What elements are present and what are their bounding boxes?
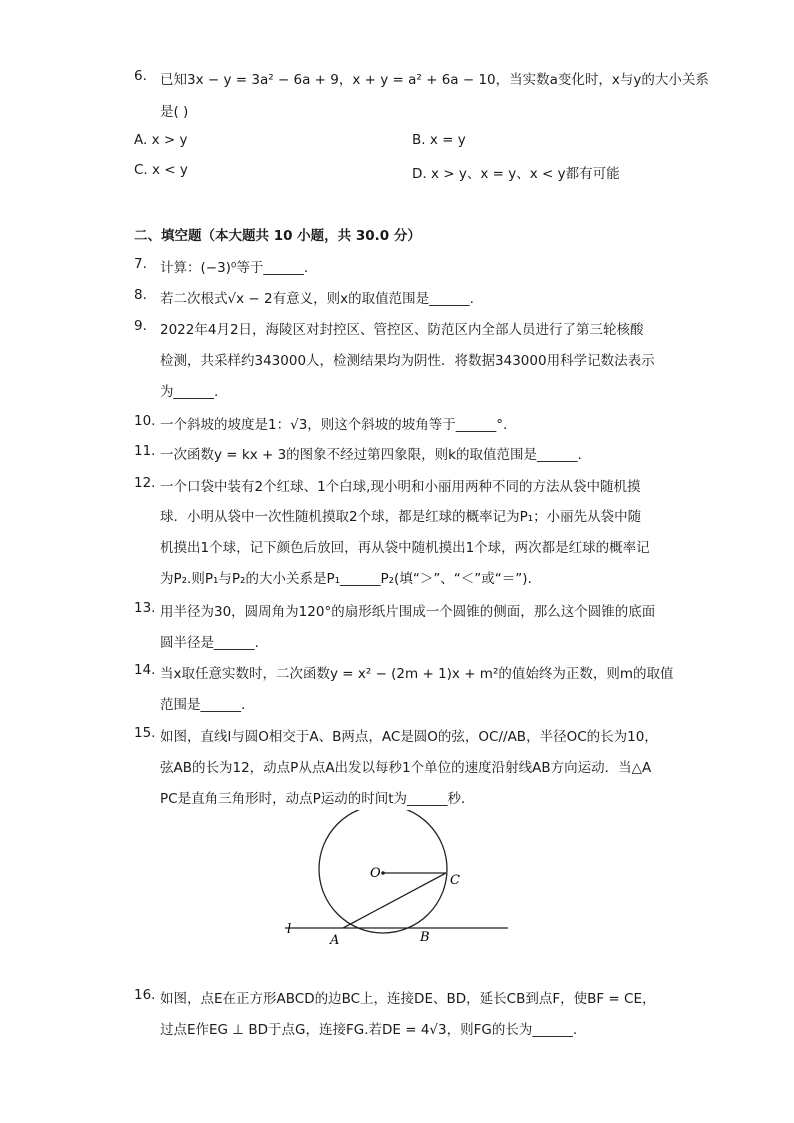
q7-text: 计算：(−3)⁰等于______. — [160, 260, 309, 276]
q16-line2: 过点E作EG ⊥ BD于点G，连接FG.若DE = 4√3，则FG的长为______. — [160, 1022, 578, 1038]
q10-text: 一个斜坡的坡度是1：√3，则这个斜坡的坡角等于______°. — [160, 417, 508, 433]
q15-line2: 弦AB的长为12，动点P从点A出发以每秒1个单位的速度沿射线AB方向运动．当△A — [160, 760, 652, 776]
label-o: O — [370, 866, 381, 881]
q11-number: 11. — [134, 443, 156, 459]
q6-stem-line1: 已知3x − y = 3a² − 6a + 9，x + y = a² + 6a − 10，当实数a变化时，x与y的大小关系 — [160, 72, 709, 88]
q6-number: 6. — [134, 68, 147, 84]
segment-ac — [343, 873, 446, 928]
q10-number: 10. — [134, 413, 156, 429]
q12-line1: 一个口袋中装有2个红球、1个白球,现小明和小丽用两种不同的方法从袋中随机摸 — [160, 479, 641, 495]
q12-line2: 球．小明从袋中一次性随机摸取2个球，都是红球的概率记为P₁；小丽先从袋中随 — [160, 509, 642, 525]
center-point-o — [381, 871, 385, 875]
q9-number: 9. — [134, 318, 147, 334]
q15-line1: 如图，直线l与圆O相交于A、B两点，AC是圆O的弦，OC//AB，半径OC的长为10， — [160, 729, 658, 745]
q6-stem-line2: 是( ) — [160, 104, 189, 120]
q12-line4: 为P₂.则P₁与P₂的大小关系是P₁______P₂(填“＞”、“＜”或“＝”). — [160, 571, 532, 587]
label-c: C — [450, 873, 460, 888]
q8-text: 若二次根式√x − 2有意义，则x的取值范围是______. — [160, 291, 474, 307]
q6-option-c: C. x < y — [134, 162, 188, 178]
q9-line2: 检测，共采样约343000人，检测结果均为阴性．将数据343000用科学记数法表示 — [160, 353, 655, 369]
circle-figure — [270, 810, 530, 950]
q7-number: 7. — [134, 256, 147, 272]
q8-number: 8. — [134, 287, 147, 303]
q9-line3: 为______. — [160, 384, 219, 400]
q11-text: 一次函数y = kx + 3的图象不经过第四象限，则k的取值范围是______. — [160, 447, 582, 463]
q6-option-b: B. x = y — [412, 132, 466, 148]
q15-line3: PC是直角三角形时，动点P运动的时间t为______秒． — [160, 791, 475, 807]
label-a: A — [330, 933, 340, 948]
q13-line2: 圆半径是______. — [160, 635, 259, 651]
q15-number: 15. — [134, 725, 156, 741]
q13-line1: 用半径为30，圆周角为120°的扇形纸片围成一个圆锥的侧面，那么这个圆锥的底面 — [160, 604, 656, 620]
q16-line1: 如图，点E在正方形ABCD的边BC上，连接DE、BD，延长CB到点F，使BF = CE， — [160, 991, 656, 1007]
q6-option-d: D. x > y、x = y、x < y都有可能 — [412, 166, 620, 182]
label-l: l — [287, 922, 292, 937]
label-b: B — [420, 930, 430, 945]
q12-line3: 机摸出1个球，记下颜色后放回，再从袋中随机摸出1个球，两次都是红球的概率记 — [160, 540, 650, 556]
q14-number: 14. — [134, 662, 156, 678]
q14-line2: 范围是______. — [160, 697, 246, 713]
q14-line1: 当x取任意实数时，二次函数y = x² − (2m + 1)x + m²的值始终为正数，则m的取值 — [160, 666, 674, 682]
q6-option-a: A. x > y — [134, 132, 188, 148]
section-heading: 二、填空题（本大题共 10 小题，共 30.0 分） — [134, 228, 421, 244]
q16-number: 16. — [134, 987, 156, 1003]
q9-line1: 2022年4月2日，海陵区对封控区、管控区、防范区内全部人员进行了第三轮核酸 — [160, 322, 644, 338]
q12-number: 12. — [134, 475, 156, 491]
q13-number: 13. — [134, 600, 156, 616]
